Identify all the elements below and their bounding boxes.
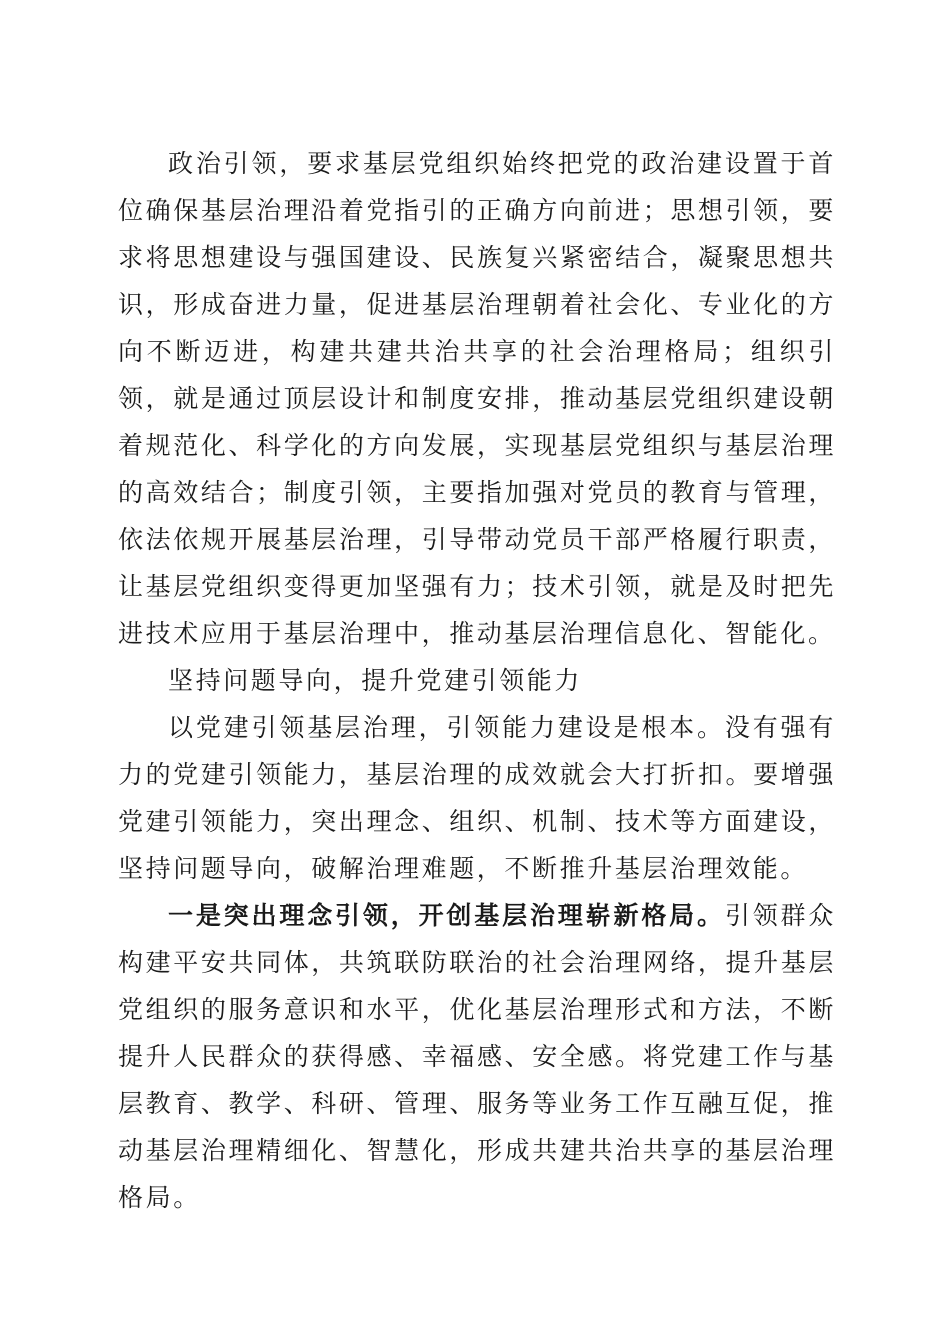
paragraph-lead-sentence: 一是突出理念引领，开创基层治理崭新格局。 [168, 901, 725, 930]
paragraph-body-text: 引领群众构建平安共同体，共筑联防联治的社会治理网络，提升基层党组织的服务意识和水平，优化基层治理形式和方法，不断提升人民群众的获得感、幸福感、安全感。将党建工作与基层教育、教学、科研、管理、服务等业务工作互融互促，推动基层治理精细化、智慧化，形成共建共治共享的基层治理格局。 [118, 901, 836, 1212]
section-heading: 坚持问题导向，提升党建引领能力 [168, 666, 583, 695]
document-body [118, 140, 836, 1221]
paragraph-political-leadership: 政治引领，要求基层党组织始终把党的政治建设置于首位确保基层治理沿着党指引的正确方向前进；思想引领，要求将思想建设与强国建设、民族复兴紧密结合，凝聚思想共识，形成奋进力量，促进基层治理朝着社会化、专业化的方向不断迈进，构建共建共治共享的社会治理格局；组织引领，就是通过顶层设计和制度安排，推动基层党组织建设朝着规范化、科学化的方向发展，实现基层党组织与基层治理的高效结合；制度引领，主要指加强对党员的教育与管理，依法依规开展基层治理，引导带动党员干部严格履行职责，让基层党组织变得更加坚强有力；技术引领，就是及时把先进技术应用于基层治理中，推动基层治理信息化、智能化。 [118, 149, 836, 648]
paragraph-leadership-capacity: 以党建引领基层治理，引领能力建设是根本。没有强有力的党建引领能力，基层治理的成效就会大打折扣。要增强党建引领能力，突出理念、组织、机制、技术等方面建设，坚持问题导向，破解治理难题，不断推升基层治理效能。 [118, 713, 836, 883]
paragraph-concept-leadership [118, 892, 836, 1221]
